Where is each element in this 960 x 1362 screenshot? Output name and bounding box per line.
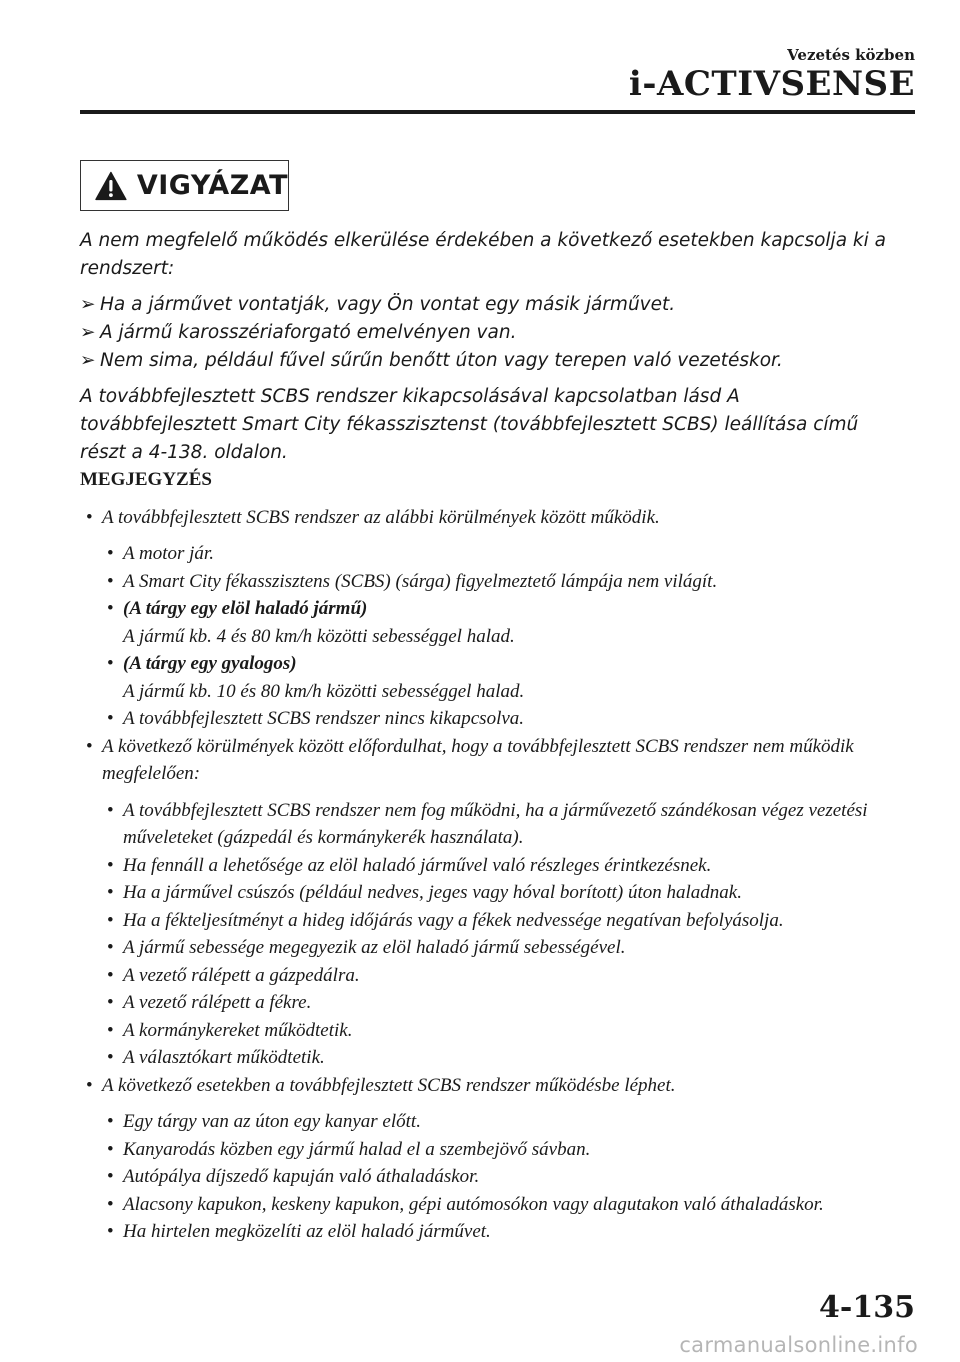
note-subbullet: • A jármű sebessége megegyezik az elöl haladó jármű sebességével. bbox=[107, 937, 626, 958]
note-subbullet: • A Smart City fékasszisztens (SCBS) (sárga) figyelmeztető lámpája nem világít. bbox=[107, 570, 718, 592]
note-subbullet: • Ha hirtelen megközelíti az elöl haladó járművet. bbox=[107, 1221, 491, 1242]
note-subbullet: • A továbbfejlesztett SCBS rendszer nincs kikapcsolva. bbox=[107, 708, 525, 729]
note-subbullet: • A kormánykereket működtetik. bbox=[107, 1019, 353, 1041]
note-subbullet: • A továbbfejlesztett SCBS rendszer nem fog működni, ha a járművezető szándékosan végez vezetési műveleteket (gázpedál és kormánykerék használata). bbox=[107, 799, 868, 848]
watermark: carmanualsonline.info bbox=[679, 1333, 918, 1357]
note-subbullet: • Ha a járművel csúszós (például nedves, jeges vagy hóval borított) úton haladnak. bbox=[107, 882, 742, 903]
caution-content bbox=[80, 227, 900, 475]
note-subbullet: • Ha a fékteljesítményt a hideg időjárás vagy a fékek nedvessége negatívan befolyásolja. bbox=[107, 909, 784, 931]
caution-item: ➢ Ha a járművet vontatják, vagy Ön vontat egy másik járművet. bbox=[80, 291, 900, 319]
note-bullet: • A következő körülmények között előfordulhat, hogy a továbbfejlesztett SCBS rendszer nem működik megfelelően: bbox=[86, 735, 854, 784]
note-heading: MEGJEGYZÉS bbox=[80, 469, 212, 490]
section-name: Vezetés közben bbox=[787, 46, 915, 64]
note-subbullet: • Egy tárgy van az úton egy kanyar előtt. bbox=[107, 1111, 421, 1132]
note-bullet: • A továbbfejlesztett SCBS rendszer az alábbi körülmények között működik. bbox=[86, 506, 660, 528]
arrow-bullet-icon: ➢ bbox=[80, 294, 96, 315]
caution-label: VIGYÁZAT bbox=[136, 170, 288, 201]
note-subbullet: • A vezető rálépett a gázpedálra. bbox=[107, 964, 360, 986]
note-subbullet: • A motor jár. bbox=[107, 543, 214, 564]
caution-box bbox=[80, 160, 289, 211]
note-subbullet: • Kanyarodás közben egy jármű halad el a szembejövő sávban. bbox=[107, 1138, 591, 1160]
note-subbullet: • Alacsony kapukon, keskeny kapukon, gépi autómosókon vagy alagutakon való áthaladáskor. bbox=[107, 1193, 824, 1215]
note-subbullet: • A választókart működtetik. bbox=[107, 1047, 325, 1068]
page-number: 4-135 bbox=[819, 1290, 915, 1325]
note-subbullet: • Ha fennáll a lehetősége az elöl haladó járművel való részleges érintkezésnek. bbox=[107, 854, 712, 876]
note-subbullet: • A vezető rálépett a fékre. bbox=[107, 992, 312, 1013]
caution-item: ➢ Nem sima, például fűvel sűrűn benőtt úton vagy terepen való vezetéskor. bbox=[80, 347, 900, 375]
caution-outro: A továbbfejlesztett SCBS rendszer kikapcsolásával kapcsolatban lásd A továbbfejlesztett Smart City fékasszisztenst (továbbfejlesztett SCBS) leállítása című részt a 4-138. oldalon. bbox=[80, 386, 859, 463]
note-subbullet: • (A tárgy egy elöl haladó jármű) A jármű kb. 4 és 80 km/h közötti sebességgel halad. bbox=[107, 598, 515, 647]
arrow-bullet-icon: ➢ bbox=[80, 322, 96, 343]
warning-triangle-icon bbox=[95, 171, 127, 201]
arrow-bullet-icon: ➢ bbox=[80, 350, 96, 371]
header-divider bbox=[80, 110, 915, 114]
note-bullet: • A következő esetekben a továbbfejlesztett SCBS rendszer működésbe léphet. bbox=[86, 1074, 676, 1096]
caution-list bbox=[80, 291, 900, 375]
note-subbullet: • (A tárgy egy gyalogos) A jármű kb. 10 és 80 km/h közötti sebességgel halad. bbox=[107, 653, 525, 702]
chapter-title: i-ACTIVSENSE bbox=[628, 64, 915, 104]
caution-intro: A nem megfelelő működés elkerülése érdekében a következő esetekben kapcsolja ki a rendszert: bbox=[80, 230, 886, 279]
note-content bbox=[80, 466, 920, 1246]
note-subbullet: • Autópálya díjszedő kapuján való áthaladáskor. bbox=[107, 1166, 480, 1187]
caution-item: ➢ A jármű karosszériaforgató emelvényen van. bbox=[80, 319, 900, 347]
